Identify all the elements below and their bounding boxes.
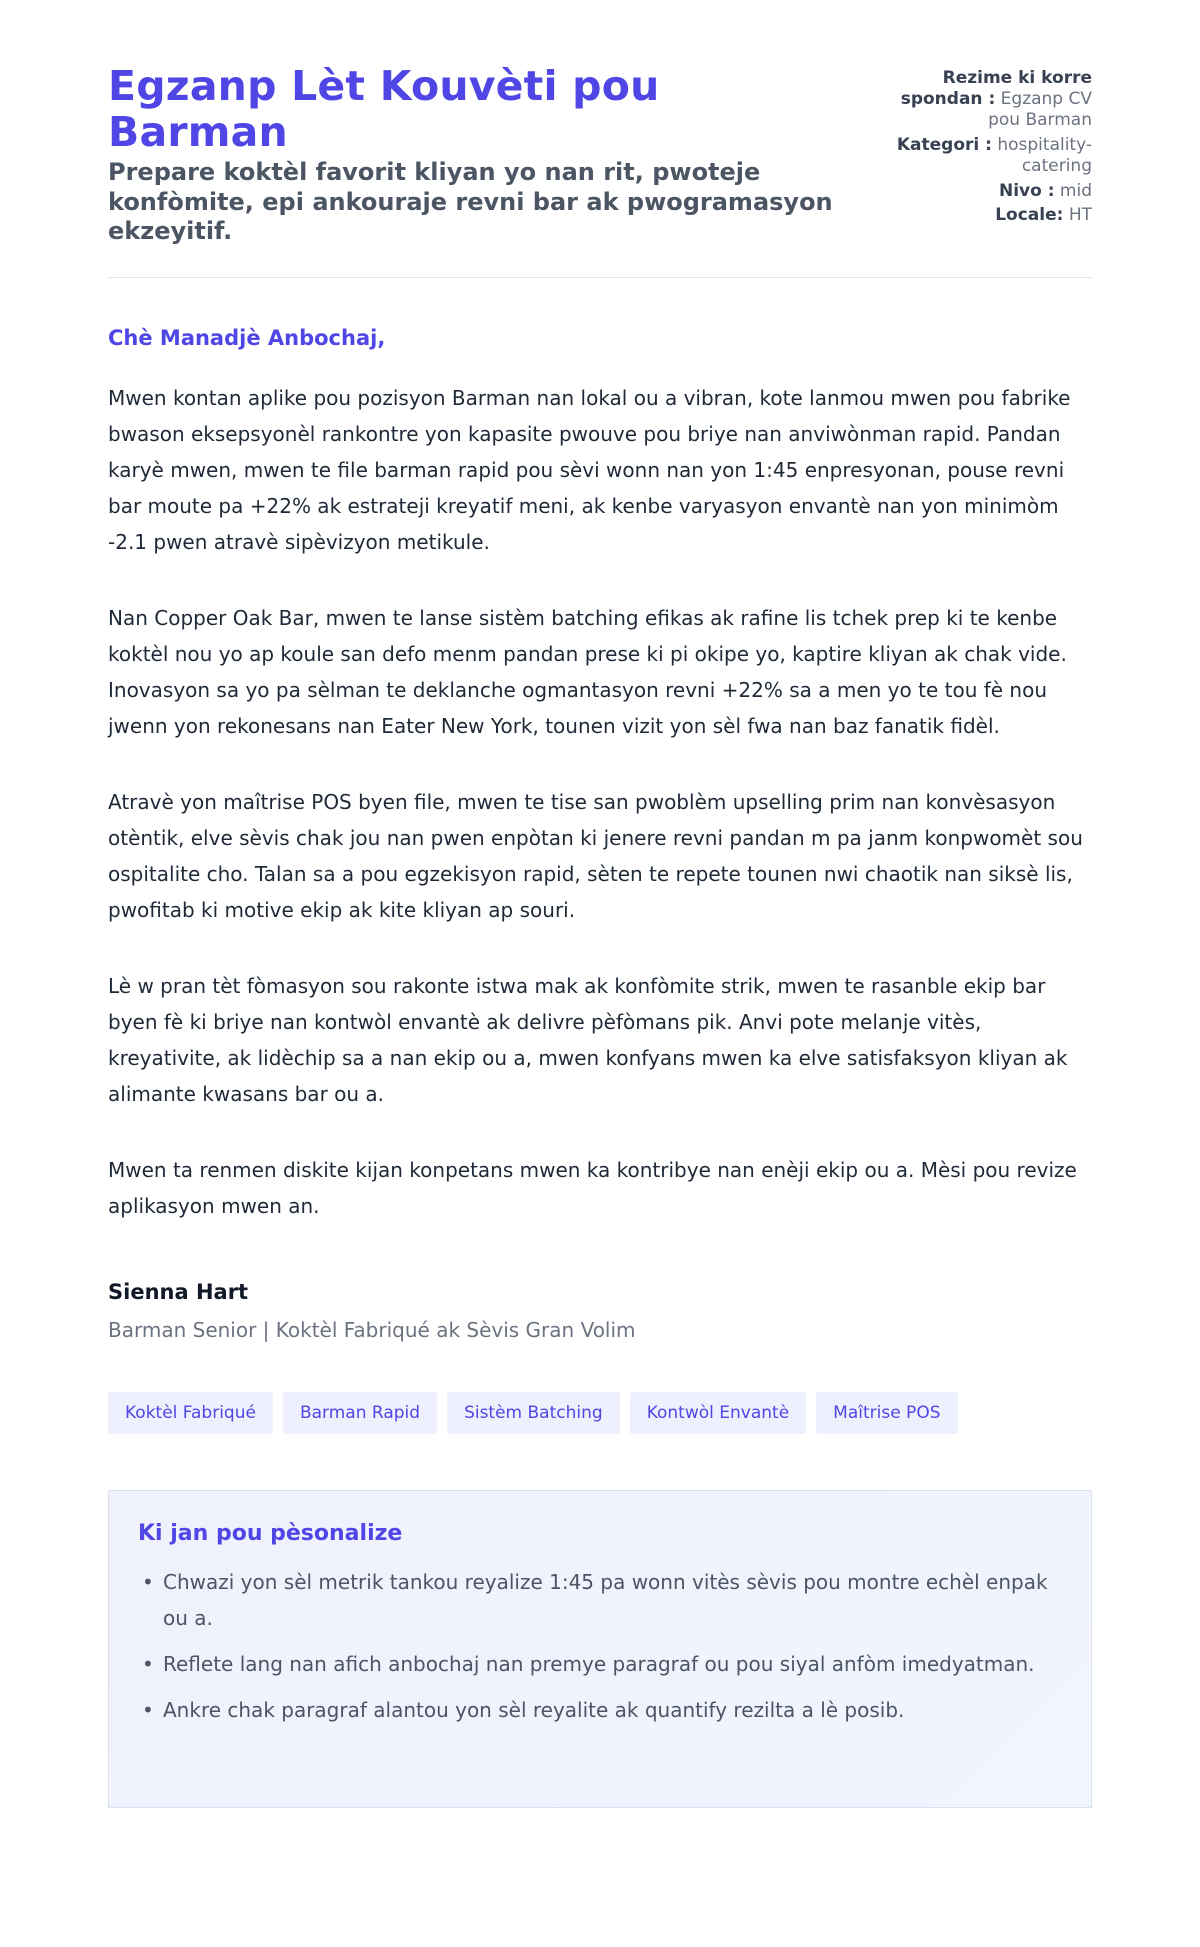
skill-tag: Sistèm Batching — [447, 1392, 620, 1434]
signature-name: Sienna Hart — [108, 1280, 249, 1305]
skill-tag: Kontwòl Envantè — [630, 1392, 806, 1434]
meta-category-key: Kategori : — [896, 134, 992, 155]
skill-tag: Koktèl Fabriqué — [108, 1392, 273, 1434]
tips-list — [138, 1564, 1062, 1728]
list-item — [138, 1646, 1062, 1682]
bullet-icon: • — [142, 1652, 154, 1677]
skill-tags — [108, 1392, 1092, 1434]
tip-text: Ankre chak paragraf alantou yon sèl reyalite ak quantify rezilta a lè posib. — [163, 1698, 905, 1723]
meta-level — [882, 181, 1092, 202]
meta-summary-value: Egzanp CV pou Barman — [988, 88, 1092, 130]
meta-panel — [882, 68, 1092, 230]
signature-title: Barman Senior | Koktèl Fabriqué ak Sèvis Gran Volim — [108, 1318, 636, 1343]
meta-level-key: Nivo : — [998, 180, 1055, 201]
letter-paragraph-2: Nan Copper Oak Bar, mwen te lanse sistèm batching efikas ak rafine lis tchek prep ki te kenbe koktèl nou yo ap koule san defo menm pandan prese ki pi okipe yo, kaptire kliyan ak chak vide. Inovasyon sa yo pa sèlman te deklanche ogmantasyon revni +22% sa a men yo te tou fè nou jwenn yon rekonesans nan Eater New York, tounen vizit yon sèl fwa nan baz fanatik fidèl. — [108, 606, 1067, 739]
meta-locale-key: Locale: — [995, 205, 1064, 226]
signature — [108, 1280, 1092, 1342]
skill-tag: Maîtrise POS — [816, 1392, 957, 1434]
tip-text: Reflete lang nan afich anbochaj nan premye paragraf ou pou siyal anfòm imedyatman. — [163, 1652, 1035, 1677]
letter-body — [108, 380, 1092, 1224]
meta-category — [882, 135, 1092, 177]
list-item — [138, 1692, 1062, 1728]
page-subtitle: Prepare koktèl favorit kliyan yo nan rit, pwoteje konfòmite, epi ankouraje revni bar ak pwogramasyon ekzeyitif. — [108, 157, 833, 246]
meta-category-value: hospitality-catering — [997, 134, 1092, 176]
skill-tag: Barman Rapid — [283, 1392, 437, 1434]
letter-paragraph-3: Atravè yon maîtrise POS byen file, mwen te tise san pwoblèm upselling prim nan konvèsasyon otèntik, elve sèvis chak jou nan pwen enpòtan ki jenere revni pandan m pa janm konpwomèt sou ospitalite cho. Talan sa a pou egzekisyon rapid, sèten te repete tounen nwi chaotik nan siksè lis, pwofitab ki motive ekip ak kite kliyan ap souri. — [108, 790, 1083, 923]
letter-paragraph-4: Lè w pran tèt fòmasyon sou rakonte istwa mak ak konfòmite strik, mwen te rasanble ekip bar byen fè ki briye nan kontwòl envantè ak delivre pèfòmans pik. Anvi pote melanje vitès, kreyativite, ak lidèchip sa a nan ekip ou a, mwen konfyans mwen ka elve satisfaksyon kliyan ak alimante kwasans bar ou a. — [108, 974, 1068, 1107]
salutation: Chè Manadjè Anbochaj, — [108, 326, 386, 351]
header-titles — [108, 64, 848, 247]
list-item — [138, 1564, 1062, 1636]
page-title: Egzanp Lèt Kouvèti pou Barman — [108, 62, 660, 156]
tip-text: Chwazi yon sèl metrik tankou reyalize 1:45 pa wonn vitès sèvis pou montre echèl enpak ou a. — [163, 1570, 1048, 1631]
customization-tips-box — [108, 1490, 1092, 1808]
tips-title: Ki jan pou pèsonalize — [138, 1521, 403, 1547]
meta-summary-key: Rezime ki korre spondan : — [900, 68, 1092, 109]
letter-paragraph-5: Mwen ta renmen diskite kijan konpetans mwen ka kontribye nan enèji ekip ou a. Mèsi pou revize aplikasyon mwen an. — [108, 1158, 1077, 1219]
meta-summary — [882, 68, 1092, 131]
meta-locale — [882, 205, 1092, 226]
letter-paragraph-1: Mwen kontan aplike pou pozisyon Barman nan lokal ou a vibran, kote lanmou mwen pou fabrike bwason eksepsyonèl rankontre yon kapasite pwouve pou briye nan anviwònman rapid. Pandan karyè mwen, mwen te file barman rapid pou sèvi wonn nan yon 1:45 enpresyonan, pouse revni bar moute pa +22% ak estrateji kreyatif meni, ak kenbe varyasyon envantè nan yon minimòm -2.1 pwen atravè sipèvizyon metikule. — [108, 386, 1071, 555]
meta-locale-value: HT — [1068, 205, 1092, 226]
bullet-icon: • — [142, 1698, 154, 1723]
header — [108, 64, 1092, 278]
meta-level-value: mid — [1059, 180, 1092, 201]
bullet-icon: • — [142, 1570, 154, 1595]
